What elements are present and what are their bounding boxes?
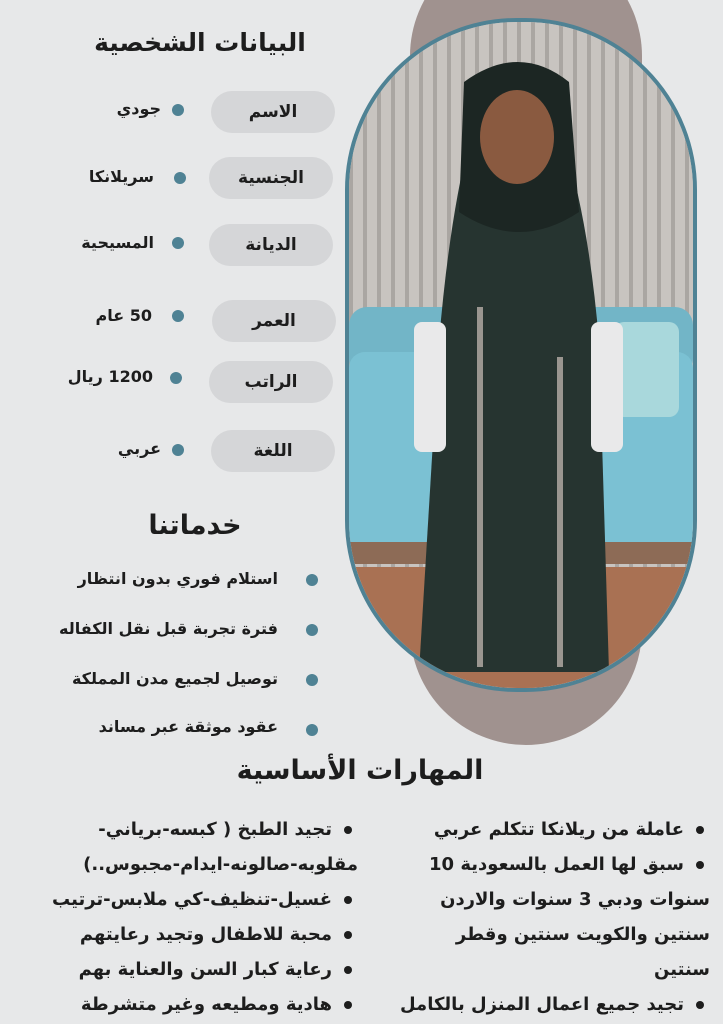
skill-item-continued: سنتين xyxy=(654,959,710,980)
bullet-dot xyxy=(306,674,318,686)
worker-photo-illustration xyxy=(349,22,693,688)
personal-data-title: البيانات الشخصية xyxy=(94,28,306,57)
bullet-dot xyxy=(174,172,186,184)
value-nationality: سريلانكا xyxy=(88,167,154,186)
label-age-pill: العمر xyxy=(212,300,336,342)
label-nationality-pill: الجنسية xyxy=(209,157,333,199)
skill-item: رعاية كبار السن والعناية بهم xyxy=(8,952,358,987)
bullet-dot xyxy=(172,104,184,116)
skill-item-continued: سنوات ودبي 3 سنوات والاردن xyxy=(440,889,710,910)
service-item: استلام فوري بدون انتظار xyxy=(77,569,278,588)
service-item: فترة تجربة قبل نقل الكفاله xyxy=(58,619,278,638)
skills-list-right xyxy=(368,812,710,1022)
skills-list-left xyxy=(8,812,358,1022)
bullet-dot xyxy=(172,310,184,322)
value-religion: المسيحية xyxy=(81,233,154,252)
service-item: عقود موثقة عبر مساند xyxy=(98,717,278,736)
bullet-dot xyxy=(306,574,318,586)
skill-item: تجيد جميع اعمال المنزل بالكامل xyxy=(368,987,710,1022)
worker-photo xyxy=(345,18,697,692)
skill-item: هادية ومطيعه وغير متشرطة xyxy=(8,987,358,1022)
label-salary-pill: الراتب xyxy=(209,361,333,403)
skills-title: المهارات الأساسية xyxy=(236,755,484,786)
value-language: عربي xyxy=(117,439,161,458)
bullet-dot xyxy=(172,444,184,456)
bullet-dot xyxy=(172,237,184,249)
bullet-dot xyxy=(306,624,318,636)
value-name: جودي xyxy=(116,99,161,118)
services-title: خدماتنا xyxy=(148,510,242,541)
value-salary: 1200 ريال xyxy=(67,367,153,386)
label-language-pill: اللغة xyxy=(211,430,335,472)
skill-item-continued: مقلوبه-صالونه-ايدام-مجبوس..) xyxy=(83,854,358,875)
bullet-dot xyxy=(170,372,182,384)
skill-item: غسيل-تنظيف-كي ملابس-ترتيب xyxy=(8,882,358,917)
service-item: توصيل لجميع مدن المملكة xyxy=(71,669,278,688)
skill-item: عاملة من ريلانكا تتكلم عربي xyxy=(368,812,710,847)
skill-item: تجيد الطبخ ( كبسه-برياني- xyxy=(8,812,358,847)
skill-item: محبة للاطفال وتجيد رعايتهم xyxy=(8,917,358,952)
bullet-dot xyxy=(306,724,318,736)
skill-item-continued: سنتين والكويت سنتين وقطر xyxy=(455,924,710,945)
label-name-pill: الاسم xyxy=(211,91,335,133)
skill-item: سبق لها العمل بالسعودية 10 xyxy=(368,847,710,882)
label-religion-pill: الديانة xyxy=(209,224,333,266)
value-age: 50 عام xyxy=(95,306,152,325)
